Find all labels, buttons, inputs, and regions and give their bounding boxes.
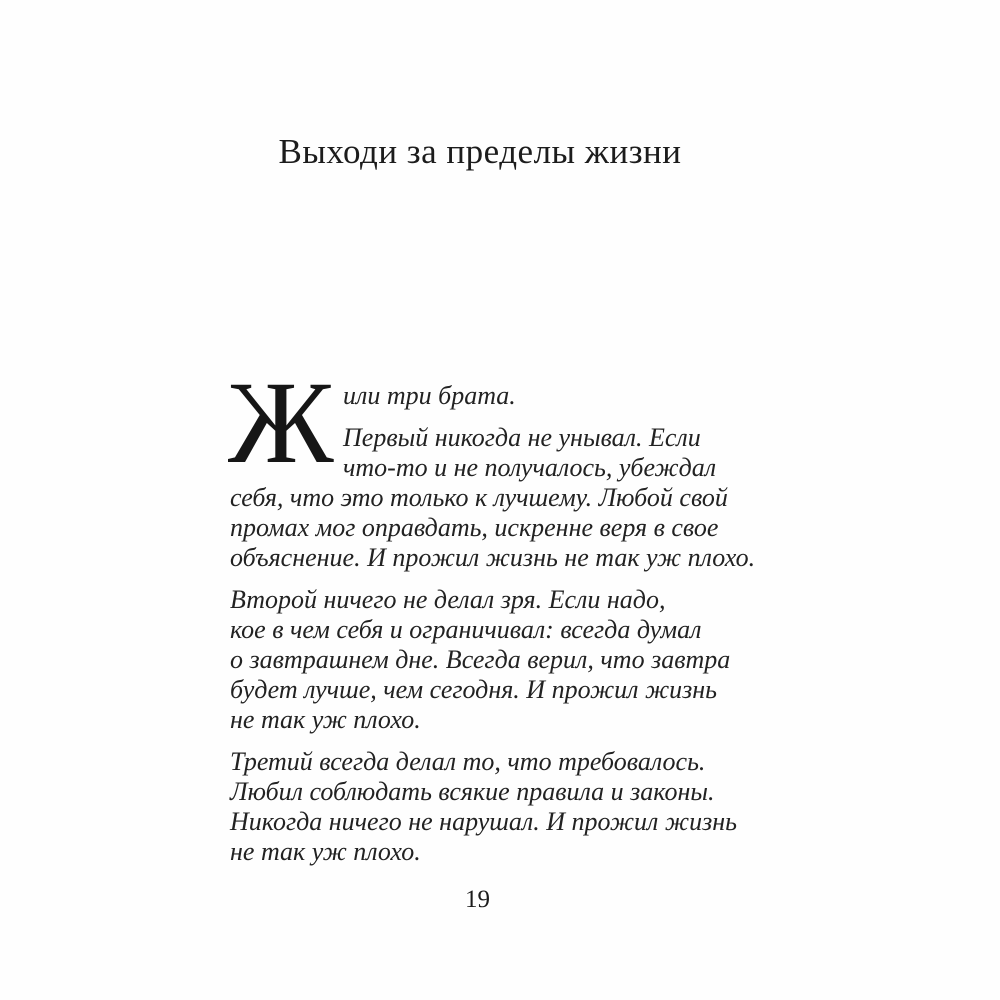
- text-line: не так уж плохо.: [230, 705, 421, 734]
- text-line: Любил соблюдать всякие правила и законы.: [230, 777, 715, 806]
- paragraph-2-continued: [230, 483, 756, 573]
- text-line: объяснение. И прожил жизнь не так уж плохо.: [230, 543, 756, 572]
- text-line: что-то и не получалось, убеждал: [343, 453, 717, 482]
- text-line: Никогда ничего не нарушал. И прожил жизнь: [230, 807, 737, 836]
- page-number: 19: [465, 886, 490, 913]
- text-line: себя, что это только к лучшему. Любой свой: [230, 483, 728, 512]
- text-line: кое в чем себя и ограничивал: всегда думал: [230, 615, 702, 644]
- dropcap-letter: Ж: [228, 357, 334, 488]
- text-line: промах мог оправдать, искренне веря в свое: [230, 513, 719, 542]
- paragraph-1: [343, 381, 720, 411]
- text-line: или три брата.: [343, 381, 516, 410]
- text-line: будет лучше, чем сегодня. И прожил жизнь: [230, 675, 718, 704]
- text-line: Второй ничего не делал зря. Если надо,: [230, 585, 666, 614]
- text-line: Первый никогда не унывал. Если: [343, 423, 701, 452]
- paragraph-2-start: [343, 423, 720, 483]
- text-line: Третий всегда делал то, что требовалось.: [230, 747, 706, 776]
- text-line: не так уж плохо.: [230, 837, 421, 866]
- paragraph-4: [230, 747, 737, 867]
- dropcap-wrapped-text: [343, 381, 720, 483]
- body-text: [228, 357, 756, 879]
- chapter-title: Выходи за пределы жизни: [278, 132, 682, 171]
- opening-block: [228, 357, 720, 488]
- text-line: о завтрашнем дне. Всегда верил, что завтра: [230, 645, 731, 674]
- paragraph-3: [230, 585, 731, 735]
